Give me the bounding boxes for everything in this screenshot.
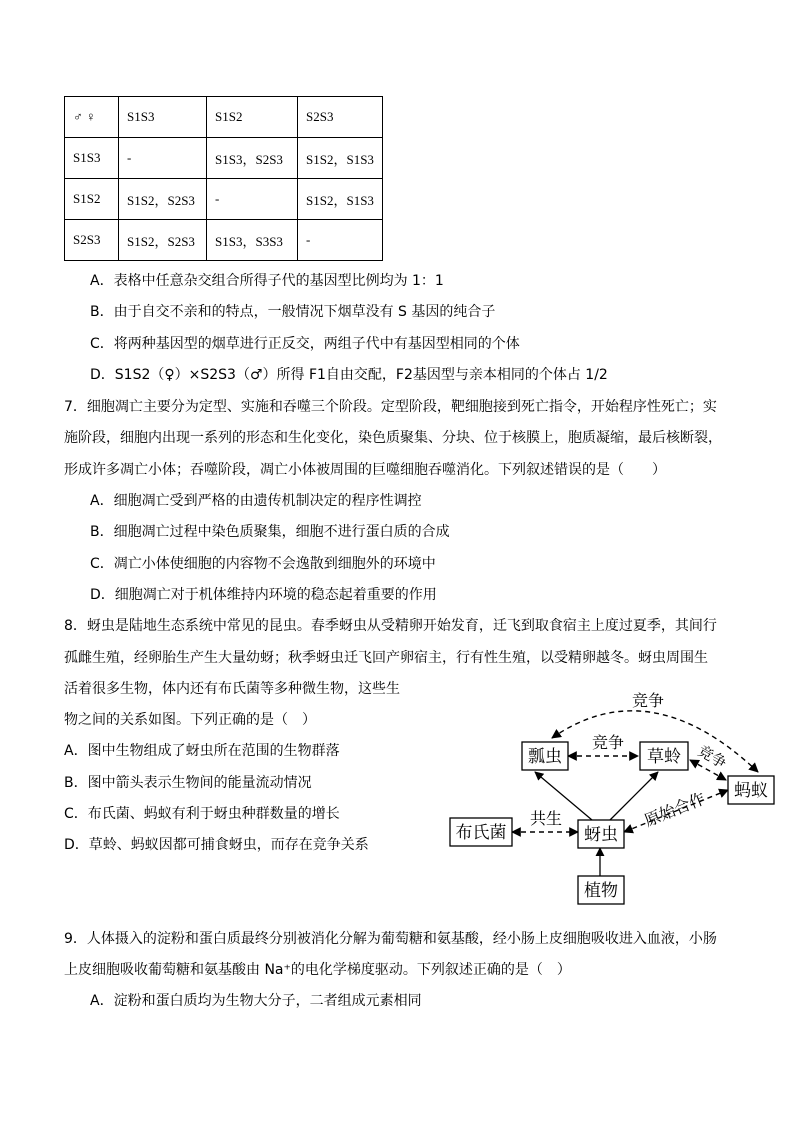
q8-option-a: A．图中生物组成了蚜虫所在范围的生物群落 bbox=[64, 743, 340, 759]
node-aphid-label: 蚜虫 bbox=[584, 825, 618, 845]
genotype-table bbox=[64, 96, 383, 261]
q6-option-b: B．由于自交不亲和的特点，一般情况下烟草没有 S 基因的纯合子 bbox=[90, 304, 496, 320]
table-cell: - bbox=[119, 138, 207, 179]
table-row bbox=[65, 179, 383, 220]
node-ant-label: 蚂蚁 bbox=[734, 781, 768, 801]
q7-option-c: C．凋亡小体使细胞的内容物不会逸散到细胞外的环境中 bbox=[90, 556, 436, 572]
table-corner-cell: ♂ ♀ bbox=[65, 97, 119, 138]
q9-stem-line: 上皮细胞吸收葡萄糖和氨基酸由 Na⁺的电化学梯度驱动。下列叙述正确的是（ ） bbox=[64, 962, 571, 978]
q6-option-c: C．将两种基因型的烟草进行正反交，两组子代中有基因型相同的个体 bbox=[90, 336, 520, 352]
table-header-cell: S1S3 bbox=[119, 97, 207, 138]
node-lacewing bbox=[640, 742, 688, 770]
table-cell: S1S2，S1S3 bbox=[298, 138, 383, 179]
q6-option-a: A．表格中任意杂交组合所得子代的基因型比例均为 1：1 bbox=[90, 273, 444, 289]
q8-stem-line: 孤雌生殖，经卵胎生产生大量幼蚜；秋季蚜虫迁飞回产卵宿主，行有性生殖，以受精卵越冬。蚜虫周围生 bbox=[64, 650, 708, 666]
node-ladybug-label: 瓢虫 bbox=[528, 747, 562, 767]
table-row bbox=[65, 138, 383, 179]
q8-option-d: D．草蛉、蚂蚁因都可捕食蚜虫，而存在竞争关系 bbox=[64, 837, 369, 853]
table-cell: - bbox=[298, 220, 383, 261]
table-header-row bbox=[65, 97, 383, 138]
q7-stem-line: 7．细胞凋亡主要分为定型、实施和吞噬三个阶段。定型阶段，靶细胞接到死亡指令，开始程序性死亡；实 bbox=[64, 399, 717, 415]
q8-stem-line: 8．蚜虫是陆地生态系统中常见的昆虫。春季蚜虫从受精卵开始发育，迁飞到取食宿主上度过夏季，其间行 bbox=[64, 618, 717, 634]
table-header-cell: S2S3 bbox=[298, 97, 383, 138]
compete-top-label: 竞争 bbox=[632, 691, 665, 710]
node-lacewing-label: 草蛉 bbox=[647, 747, 681, 767]
q9-stem-line: 9．人体摄入的淀粉和蛋白质最终分别被消化分解为葡萄糖和氨基酸，经小肠上皮细胞吸收进入血液，小肠 bbox=[64, 931, 717, 947]
table-cell: S2S3 bbox=[65, 220, 119, 261]
q7-option-b: B．细胞凋亡过程中染色质聚集，细胞不进行蛋白质的合成 bbox=[90, 524, 450, 540]
q9-option-a: A．淀粉和蛋白质均为生物大分子，二者组成元素相同 bbox=[90, 993, 422, 1009]
symbiosis-label: 共生 bbox=[530, 809, 563, 828]
protocooperation-label: 原始合作 bbox=[641, 788, 709, 831]
node-ant bbox=[728, 776, 774, 804]
table-cell: S1S2，S1S3 bbox=[298, 179, 383, 220]
table-cell: S1S2 bbox=[65, 179, 119, 220]
q7-stem-line: 形成许多凋亡小体；吞噬阶段，凋亡小体被周围的巨噬细胞吞噬消化。下列叙述错误的是（ ） bbox=[64, 462, 666, 478]
q8-stem-line: 活着很多生物，体内还有布氏菌等多种微生物，这些生 bbox=[64, 681, 400, 697]
node-buchnera-label: 布氏菌 bbox=[455, 823, 507, 843]
table-cell: S1S3，S2S3 bbox=[207, 138, 298, 179]
table-cell: S1S2，S2S3 bbox=[119, 179, 207, 220]
food-web-diagram bbox=[440, 680, 780, 910]
table-header-cell: S1S2 bbox=[207, 97, 298, 138]
table-cell: S1S3，S3S3 bbox=[207, 220, 298, 261]
node-plant bbox=[578, 876, 624, 904]
table-cell: - bbox=[207, 179, 298, 220]
table-cell: S1S3 bbox=[65, 138, 119, 179]
q7-stem-line: 施阶段，细胞内出现一系列的形态和生化变化，染色质聚集、分块、位于核膜上，胞质凝缩，最后核断裂， bbox=[64, 430, 722, 446]
compete-mid-label: 竞争 bbox=[592, 733, 625, 752]
q7-option-d: D．细胞凋亡对于机体维持内环境的稳态起着重要的作用 bbox=[90, 587, 437, 603]
table-row bbox=[65, 220, 383, 261]
table-cell: S1S2，S2S3 bbox=[119, 220, 207, 261]
q7-option-a: A．细胞凋亡受到严格的由遗传机制决定的程序性调控 bbox=[90, 493, 422, 509]
q8-option-b: B．图中箭头表示生物间的能量流动情况 bbox=[64, 775, 312, 791]
q6-option-d: D．S1S2（♀）×S2S3（♂）所得 F1自由交配，F2基因型与亲本相同的个体占 1/2 bbox=[90, 367, 608, 383]
node-plant-label: 植物 bbox=[584, 881, 618, 901]
q8-option-c: C．布氏菌、蚂蚁有利于蚜虫种群数量的增长 bbox=[64, 806, 340, 822]
compete-right-label: 竞争 bbox=[694, 741, 730, 773]
node-buchnera bbox=[450, 818, 512, 846]
node-ladybug bbox=[522, 742, 568, 770]
q8-stem-line: 物之间的关系如图。下列正确的是（ ） bbox=[64, 712, 316, 728]
node-aphid bbox=[578, 820, 624, 848]
